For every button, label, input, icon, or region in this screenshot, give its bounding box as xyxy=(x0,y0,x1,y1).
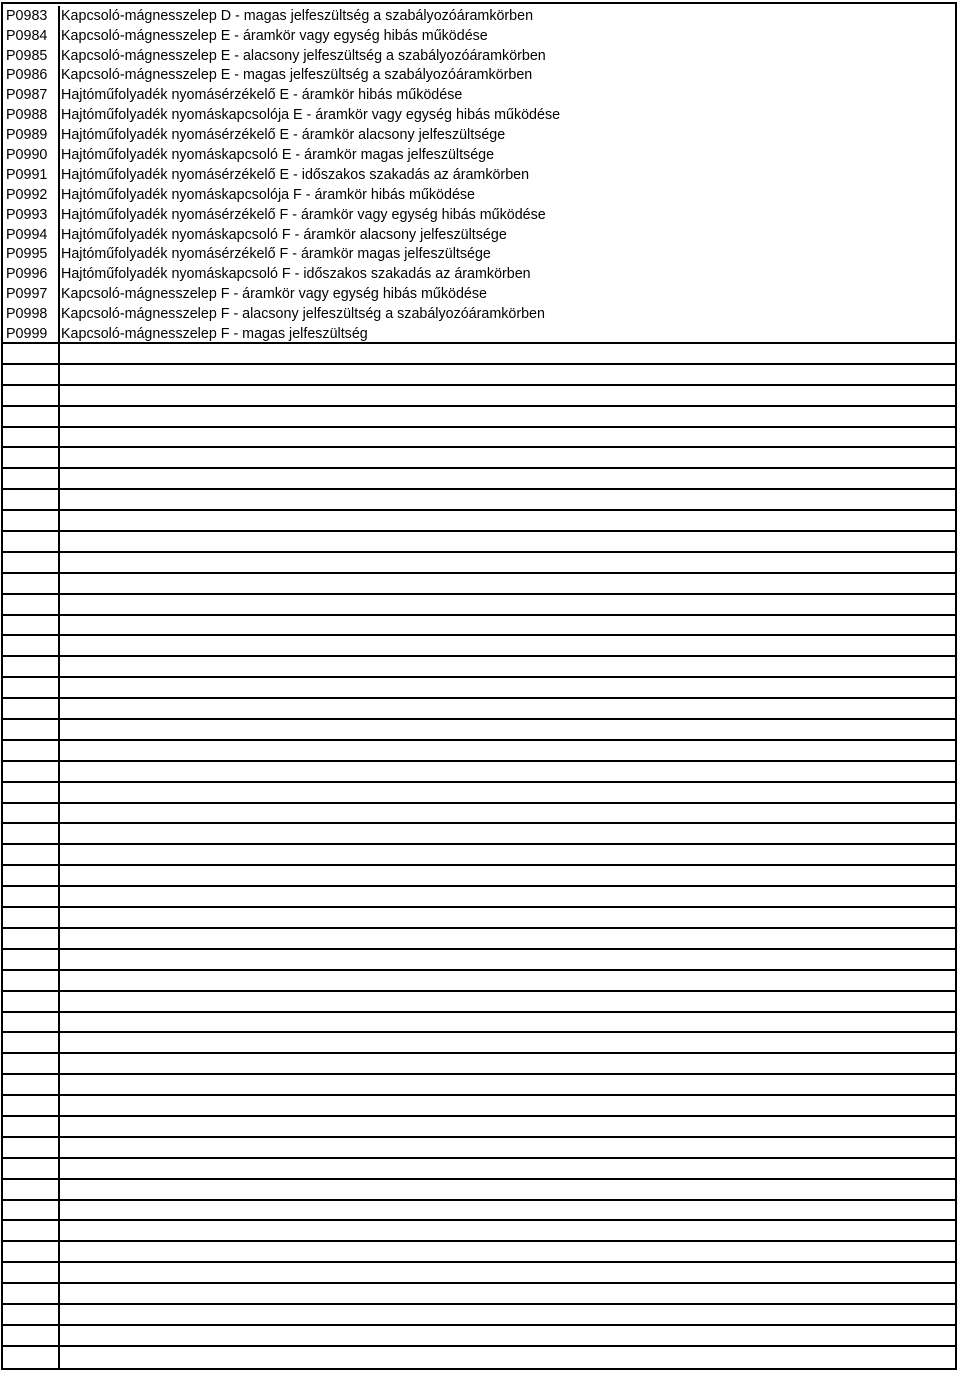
empty-code-cell xyxy=(3,532,60,551)
empty-description-cell xyxy=(60,1138,955,1157)
empty-description-cell xyxy=(60,469,955,488)
empty-description-cell xyxy=(60,553,955,572)
empty-code-cell xyxy=(3,741,60,760)
empty-description-cell xyxy=(60,866,955,885)
empty-description-cell xyxy=(60,1075,955,1094)
empty-description-cell xyxy=(60,1180,955,1199)
empty-description-cell xyxy=(60,741,955,760)
empty-code-cell xyxy=(3,365,60,384)
empty-code-cell xyxy=(3,1284,60,1303)
empty-table-row xyxy=(3,762,955,783)
empty-code-cell xyxy=(3,720,60,739)
empty-table-row xyxy=(3,657,955,678)
table-row xyxy=(3,6,955,26)
empty-description-cell xyxy=(60,950,955,969)
empty-description-cell xyxy=(60,1096,955,1115)
row-description: Hajtóműfolyadék nyomáskapcsoló E - áramkör magas jelfeszültsége xyxy=(61,147,495,164)
empty-code-cell xyxy=(3,1138,60,1157)
empty-table-row xyxy=(3,386,955,407)
table-row xyxy=(3,304,955,324)
empty-code-cell xyxy=(3,824,60,843)
empty-description-cell xyxy=(60,992,955,1011)
empty-table-row xyxy=(3,950,955,971)
empty-table-row xyxy=(3,344,955,365)
empty-code-cell xyxy=(3,887,60,906)
empty-table-row xyxy=(3,1180,955,1201)
empty-description-cell xyxy=(60,344,955,363)
empty-description-cell xyxy=(60,845,955,864)
empty-code-cell xyxy=(3,490,60,509)
row-description: Hajtóműfolyadék nyomáskapcsoló F - áramkör alacsony jelfeszültsége xyxy=(61,226,507,243)
row-description: Hajtóműfolyadék nyomáskapcsolója E - áramkör vagy egység hibás működése xyxy=(61,107,561,124)
empty-table-row xyxy=(3,720,955,741)
empty-table-row xyxy=(3,887,955,908)
empty-table-row xyxy=(3,553,955,574)
empty-table-row xyxy=(3,824,955,845)
row-description: Kapcsoló-mágnesszelep F - alacsony jelfeszültség a szabályozóáramkörben xyxy=(61,306,545,323)
empty-description-cell xyxy=(60,824,955,843)
empty-table-row xyxy=(3,1242,955,1263)
empty-description-cell xyxy=(60,428,955,447)
empty-table-row xyxy=(3,1138,955,1159)
empty-table-row xyxy=(3,490,955,511)
row-description: Kapcsoló-mágnesszelep E - alacsony jelfeszültség a szabályozóáramkörben xyxy=(61,47,546,64)
empty-description-cell xyxy=(60,616,955,635)
empty-code-cell xyxy=(3,1305,60,1324)
empty-table-row xyxy=(3,1096,955,1117)
empty-code-cell xyxy=(3,908,60,927)
empty-code-cell xyxy=(3,1201,60,1220)
empty-table-row xyxy=(3,1263,955,1284)
empty-code-cell xyxy=(3,1242,60,1261)
empty-description-cell xyxy=(60,657,955,676)
row-code: P0983 xyxy=(6,7,48,24)
table-row xyxy=(3,284,955,304)
empty-table-row xyxy=(3,1075,955,1096)
empty-table-row xyxy=(3,1117,955,1138)
empty-code-cell xyxy=(3,386,60,405)
row-description: Hajtóműfolyadék nyomáskapcsoló F - időszakos szakadás az áramkörben xyxy=(61,266,531,283)
empty-code-cell xyxy=(3,595,60,614)
table-row xyxy=(3,185,955,205)
empty-code-cell xyxy=(3,1347,60,1368)
row-code: P0985 xyxy=(6,47,48,64)
empty-table-row xyxy=(3,929,955,950)
empty-table-row xyxy=(3,971,955,992)
empty-code-cell xyxy=(3,950,60,969)
empty-description-cell xyxy=(60,783,955,802)
row-code: P0997 xyxy=(6,286,48,303)
empty-description-cell xyxy=(60,595,955,614)
empty-description-cell xyxy=(60,720,955,739)
empty-table-row xyxy=(3,1054,955,1075)
empty-description-cell xyxy=(60,762,955,781)
empty-table-row xyxy=(3,407,955,428)
row-description: Kapcsoló-mágnesszelep D - magas jelfeszültség a szabályozóáramkörben xyxy=(61,7,534,24)
empty-code-cell xyxy=(3,344,60,363)
empty-description-cell xyxy=(60,1242,955,1261)
empty-code-cell xyxy=(3,636,60,655)
empty-code-cell xyxy=(3,428,60,447)
row-code: P0998 xyxy=(6,306,48,323)
empty-code-cell xyxy=(3,866,60,885)
empty-description-cell xyxy=(60,1013,955,1032)
empty-description-cell xyxy=(60,1159,955,1178)
table-row xyxy=(3,86,955,106)
row-code: P0990 xyxy=(6,147,48,164)
empty-description-cell xyxy=(60,1054,955,1073)
empty-code-cell xyxy=(3,678,60,697)
row-description: Hajtóműfolyadék nyomásérzékelő E - áramkör hibás működése xyxy=(61,87,463,104)
empty-description-cell xyxy=(60,971,955,990)
empty-table-row xyxy=(3,636,955,657)
empty-table-row xyxy=(3,992,955,1013)
empty-code-cell xyxy=(3,1221,60,1240)
table-row xyxy=(3,66,955,86)
empty-description-cell xyxy=(60,448,955,467)
row-description: Hajtóműfolyadék nyomáskapcsolója F - áramkör hibás működése xyxy=(61,186,476,203)
empty-code-cell xyxy=(3,448,60,467)
empty-table-row xyxy=(3,616,955,637)
empty-code-cell xyxy=(3,1180,60,1199)
table-row xyxy=(3,165,955,185)
row-code: P0984 xyxy=(6,27,48,44)
empty-code-cell xyxy=(3,929,60,948)
empty-table-row xyxy=(3,469,955,490)
empty-code-cell xyxy=(3,1054,60,1073)
row-code: P0991 xyxy=(6,166,48,183)
empty-code-cell xyxy=(3,1013,60,1032)
empty-description-cell xyxy=(60,804,955,823)
empty-description-cell xyxy=(60,678,955,697)
row-code: P0989 xyxy=(6,127,48,144)
empty-table-row xyxy=(3,1347,955,1368)
empty-description-cell xyxy=(60,636,955,655)
empty-description-cell xyxy=(60,1117,955,1136)
empty-description-cell xyxy=(60,386,955,405)
table-row xyxy=(3,245,955,265)
empty-table-row xyxy=(3,1284,955,1305)
empty-description-cell xyxy=(60,574,955,593)
empty-description-cell xyxy=(60,1347,955,1368)
empty-code-cell xyxy=(3,574,60,593)
empty-table-row xyxy=(3,1221,955,1242)
empty-description-cell xyxy=(60,1305,955,1324)
empty-table-row xyxy=(3,365,955,386)
empty-code-cell xyxy=(3,845,60,864)
empty-table-row xyxy=(3,678,955,699)
empty-table-row xyxy=(3,511,955,532)
empty-table-row xyxy=(3,699,955,720)
empty-code-cell xyxy=(3,1326,60,1345)
empty-code-cell xyxy=(3,783,60,802)
empty-table-row xyxy=(3,1201,955,1222)
empty-description-cell xyxy=(60,490,955,509)
row-code: P0996 xyxy=(6,266,48,283)
empty-code-cell xyxy=(3,1263,60,1282)
empty-description-cell xyxy=(60,1263,955,1282)
code-table xyxy=(1,2,957,1370)
empty-code-cell xyxy=(3,511,60,530)
empty-description-cell xyxy=(60,699,955,718)
empty-code-cell xyxy=(3,1075,60,1094)
empty-description-cell xyxy=(60,1221,955,1240)
empty-code-cell xyxy=(3,469,60,488)
empty-description-cell xyxy=(60,1284,955,1303)
table-row xyxy=(3,125,955,145)
empty-code-cell xyxy=(3,407,60,426)
row-description: Hajtóműfolyadék nyomásérzékelő E - áramkör alacsony jelfeszültsége xyxy=(61,127,506,144)
table-row xyxy=(3,46,955,66)
table-row xyxy=(3,225,955,245)
row-description: Hajtóműfolyadék nyomásérzékelő F - áramkör magas jelfeszültsége xyxy=(61,246,491,263)
empty-description-cell xyxy=(60,908,955,927)
row-description: Hajtóműfolyadék nyomásérzékelő E - időszakos szakadás az áramkörben xyxy=(61,166,530,183)
empty-code-cell xyxy=(3,971,60,990)
empty-description-cell xyxy=(60,929,955,948)
table-row xyxy=(3,324,955,344)
row-description: Kapcsoló-mágnesszelep F - magas jelfeszültség xyxy=(61,326,368,343)
table-row xyxy=(3,26,955,46)
row-code: P0992 xyxy=(6,186,48,203)
empty-table-row xyxy=(3,783,955,804)
empty-table-row xyxy=(3,595,955,616)
empty-code-cell xyxy=(3,762,60,781)
empty-description-cell xyxy=(60,1326,955,1345)
empty-code-cell xyxy=(3,699,60,718)
empty-description-cell xyxy=(60,532,955,551)
empty-table-row xyxy=(3,866,955,887)
empty-rows xyxy=(3,344,955,1368)
empty-table-row xyxy=(3,804,955,825)
empty-code-cell xyxy=(3,804,60,823)
table-row xyxy=(3,145,955,165)
row-description: Kapcsoló-mágnesszelep E - áramkör vagy egység hibás működése xyxy=(61,27,488,44)
empty-table-row xyxy=(3,741,955,762)
empty-table-row xyxy=(3,1013,955,1034)
row-code: P0995 xyxy=(6,246,48,263)
empty-table-row xyxy=(3,532,955,553)
row-code: P0993 xyxy=(6,206,48,223)
empty-description-cell xyxy=(60,511,955,530)
table-row xyxy=(3,205,955,225)
empty-table-row xyxy=(3,845,955,866)
table-row xyxy=(3,105,955,125)
table-row xyxy=(3,265,955,285)
row-code: P0987 xyxy=(6,87,48,104)
empty-table-row xyxy=(3,574,955,595)
row-description: Kapcsoló-mágnesszelep E - magas jelfeszültség a szabályozóáramkörben xyxy=(61,67,533,84)
empty-code-cell xyxy=(3,1096,60,1115)
row-description: Hajtóműfolyadék nyomásérzékelő F - áramkör vagy egység hibás működése xyxy=(61,206,546,223)
row-code: P0999 xyxy=(6,326,48,343)
empty-table-row xyxy=(3,908,955,929)
empty-table-row xyxy=(3,1033,955,1054)
empty-code-cell xyxy=(3,1033,60,1052)
empty-code-cell xyxy=(3,657,60,676)
empty-code-cell xyxy=(3,1159,60,1178)
empty-description-cell xyxy=(60,1201,955,1220)
row-description: Kapcsoló-mágnesszelep F - áramkör vagy egység hibás működése xyxy=(61,286,487,303)
empty-description-cell xyxy=(60,407,955,426)
empty-code-cell xyxy=(3,992,60,1011)
row-code: P0994 xyxy=(6,226,48,243)
row-code: P0986 xyxy=(6,67,48,84)
empty-description-cell xyxy=(60,1033,955,1052)
empty-table-row xyxy=(3,428,955,449)
empty-code-cell xyxy=(3,553,60,572)
empty-description-cell xyxy=(60,365,955,384)
empty-table-row xyxy=(3,1326,955,1347)
empty-code-cell xyxy=(3,616,60,635)
empty-table-row xyxy=(3,1305,955,1326)
empty-code-cell xyxy=(3,1117,60,1136)
empty-table-row xyxy=(3,448,955,469)
filled-rows xyxy=(3,6,955,344)
empty-description-cell xyxy=(60,887,955,906)
row-code: P0988 xyxy=(6,107,48,124)
empty-table-row xyxy=(3,1159,955,1180)
